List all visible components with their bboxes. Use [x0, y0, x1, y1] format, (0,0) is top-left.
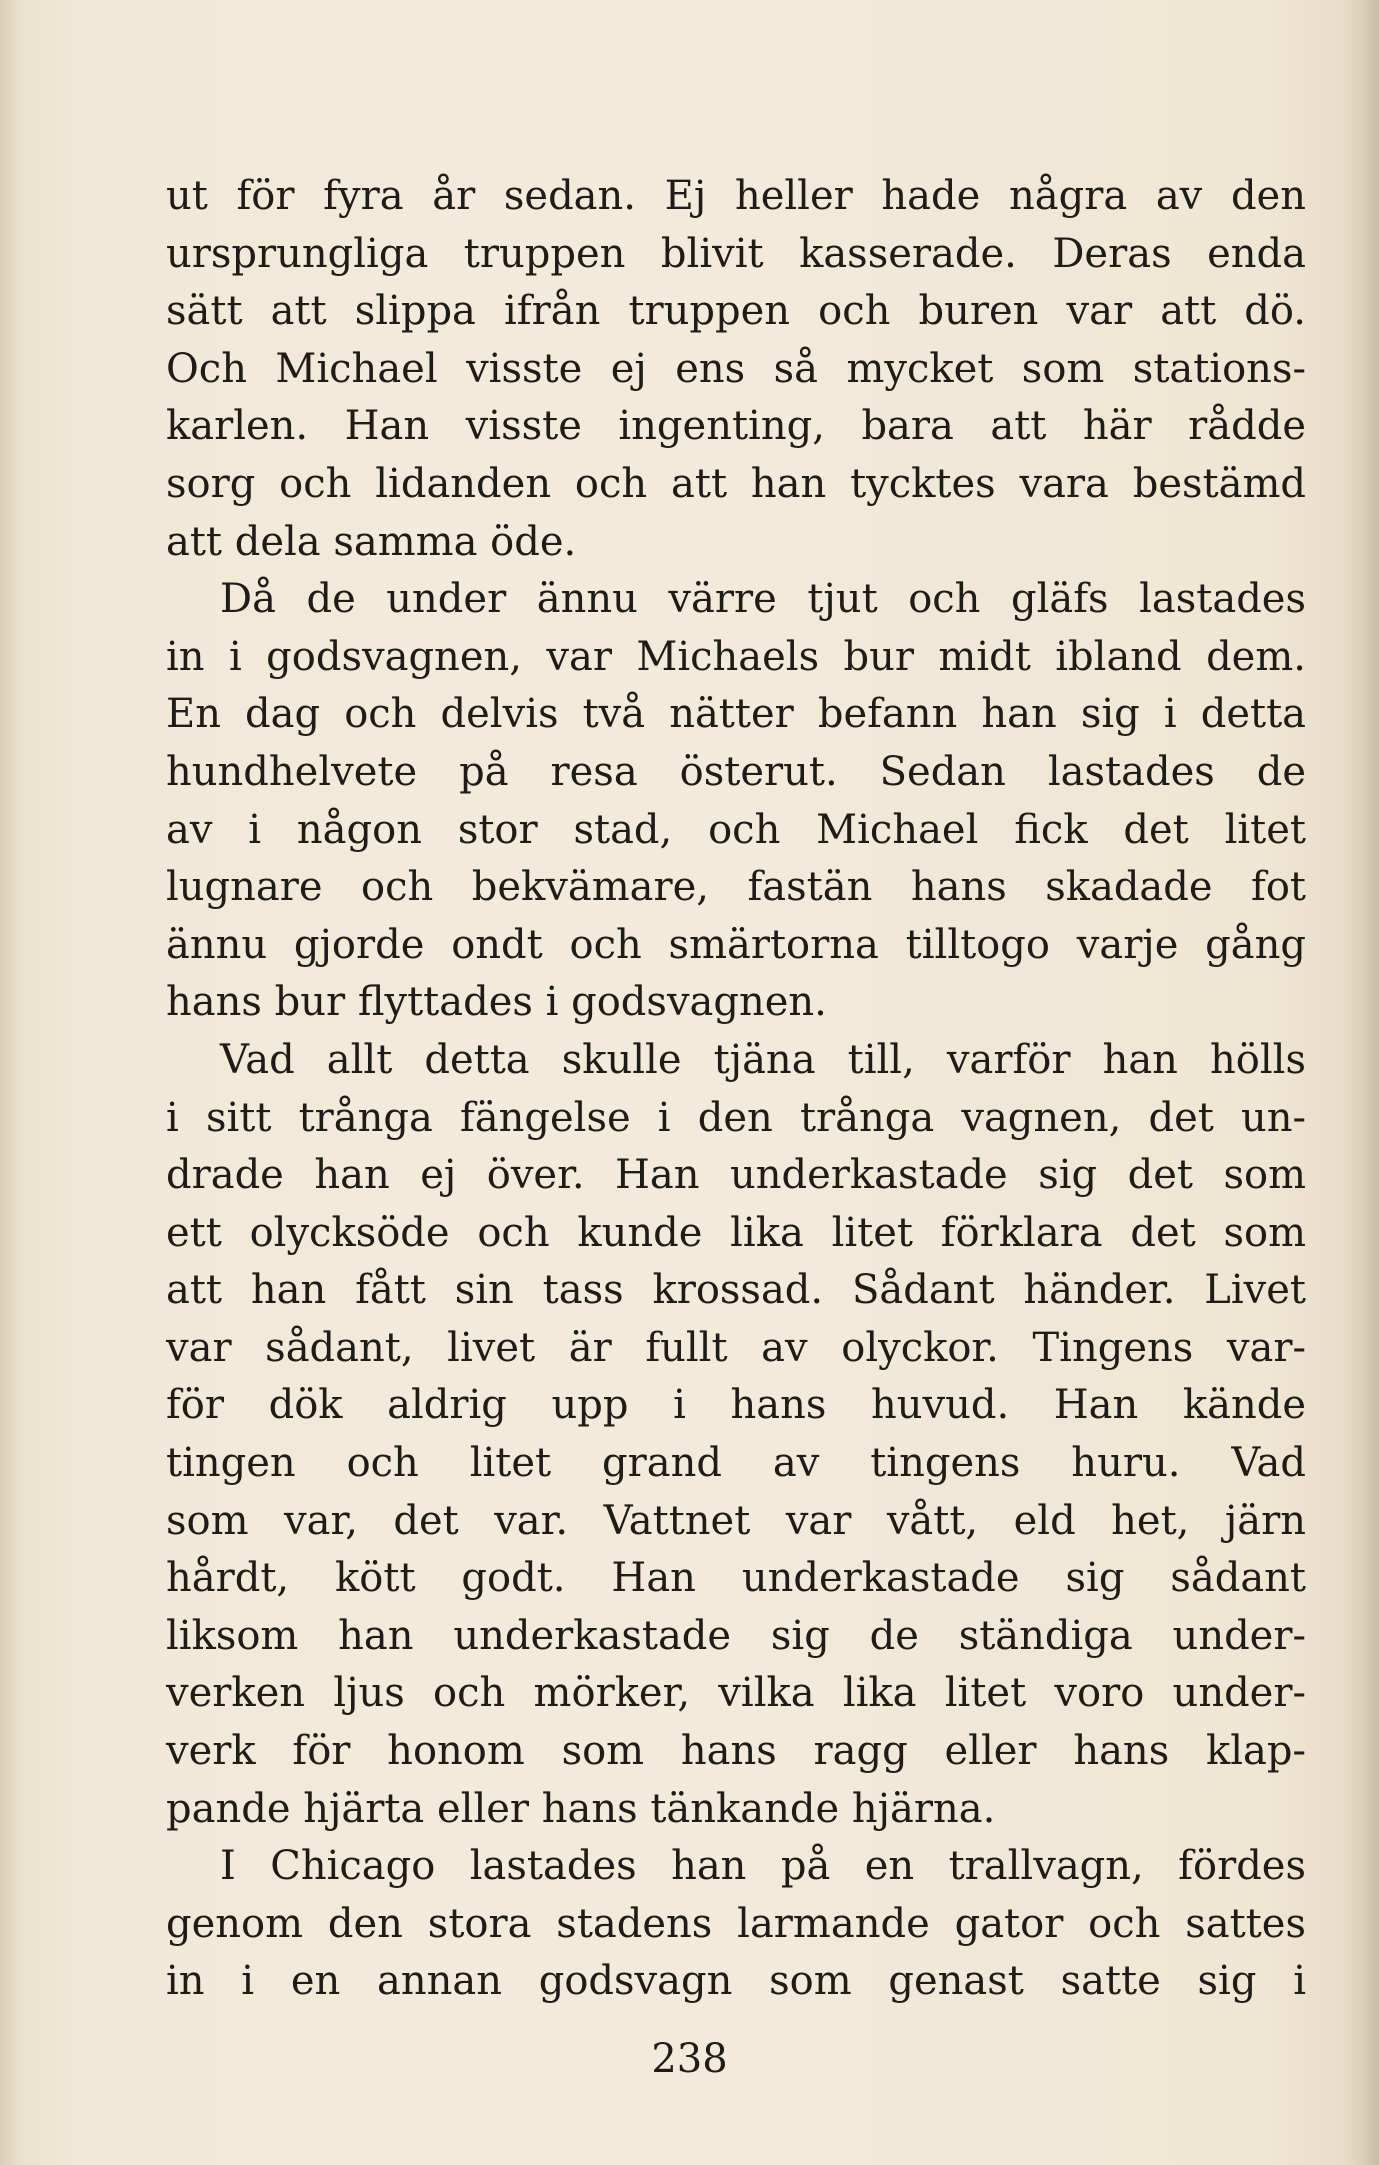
text-line: En dag och delvis två nätter befann han sig i detta: [166, 691, 1306, 738]
text-line: in i en annan godsvagn som genast satte sig i: [166, 1958, 1306, 2005]
text-line: in i godsvagnen, var Michaels bur midt ibland dem.: [166, 633, 1306, 680]
text-line: drade han ej över. Han underkastade sig det som: [166, 1152, 1306, 1199]
text-line: I Chicago lastades han på en trallvagn, fördes: [220, 1843, 1306, 1890]
text-line: sätt att slippa ifrån truppen och buren var att dö.: [166, 288, 1306, 335]
text-line: karlen. Han visste ingenting, bara att här rådde: [166, 403, 1306, 450]
text-line: av i någon stor stad, och Michael fick det litet: [166, 806, 1306, 853]
text-line: i sitt trånga fängelse i den trånga vagnen, det un-: [166, 1094, 1306, 1141]
text-line: att dela samma öde.: [166, 518, 577, 565]
body-text: [166, 168, 1306, 2011]
text-line: hårdt, kött godt. Han underkastade sig sådant: [166, 1555, 1306, 1602]
text-line: verken ljus och mörker, vilka lika litet voro under-: [166, 1670, 1306, 1717]
text-line: för dök aldrig upp i hans huvud. Han kände: [166, 1382, 1306, 1429]
text-line: sorg och lidanden och att han tycktes vara bestämd: [166, 460, 1306, 507]
text-line: verk för honom som hans ragg eller hans klap-: [166, 1728, 1306, 1775]
text-line: ut för fyra år sedan. Ej heller hade några av den: [166, 173, 1306, 219]
text-line: ett olycksöde och kunde lika litet förklara det som: [166, 1209, 1306, 1256]
text-line: att han fått sin tass krossad. Sådant händer. Livet: [166, 1267, 1306, 1314]
page-edge-shadow: [1345, 0, 1379, 2165]
text-line: lugnare och bekvämare, fastän hans skadade fot: [166, 864, 1306, 911]
text-line: Och Michael visste ej ens så mycket som stations-: [166, 345, 1306, 392]
page-number: 238: [651, 2036, 728, 2082]
page-left-shadow: [0, 0, 22, 2165]
text-line: pande hjärta eller hans tänkande hjärna.: [166, 1785, 996, 1832]
text-line: genom den stora stadens larmande gator och sattes: [166, 1900, 1306, 1947]
text-line: var sådant, livet är fullt av olyckor. Tingens var-: [166, 1324, 1306, 1371]
text-line: liksom han underkastade sig de ständiga under-: [166, 1612, 1306, 1659]
text-line: som var, det var. Vattnet var vått, eld het, järn: [166, 1497, 1306, 1544]
text-line: tingen och litet grand av tingens huru. Vad: [166, 1440, 1306, 1487]
text-line: Vad allt detta skulle tjäna till, varför han hölls: [220, 1036, 1306, 1083]
text-line: ännu gjorde ondt och smärtorna tilltogo varje gång: [166, 921, 1306, 968]
text-line: hundhelvete på resa österut. Sedan lastades de: [166, 748, 1306, 795]
text-line: Då de under ännu värre tjut och gläfs lastades: [220, 576, 1306, 623]
text-line: ursprungliga truppen blivit kasserade. Deras enda: [166, 230, 1306, 277]
text-line: hans bur flyttades i godsvagnen.: [166, 979, 827, 1026]
